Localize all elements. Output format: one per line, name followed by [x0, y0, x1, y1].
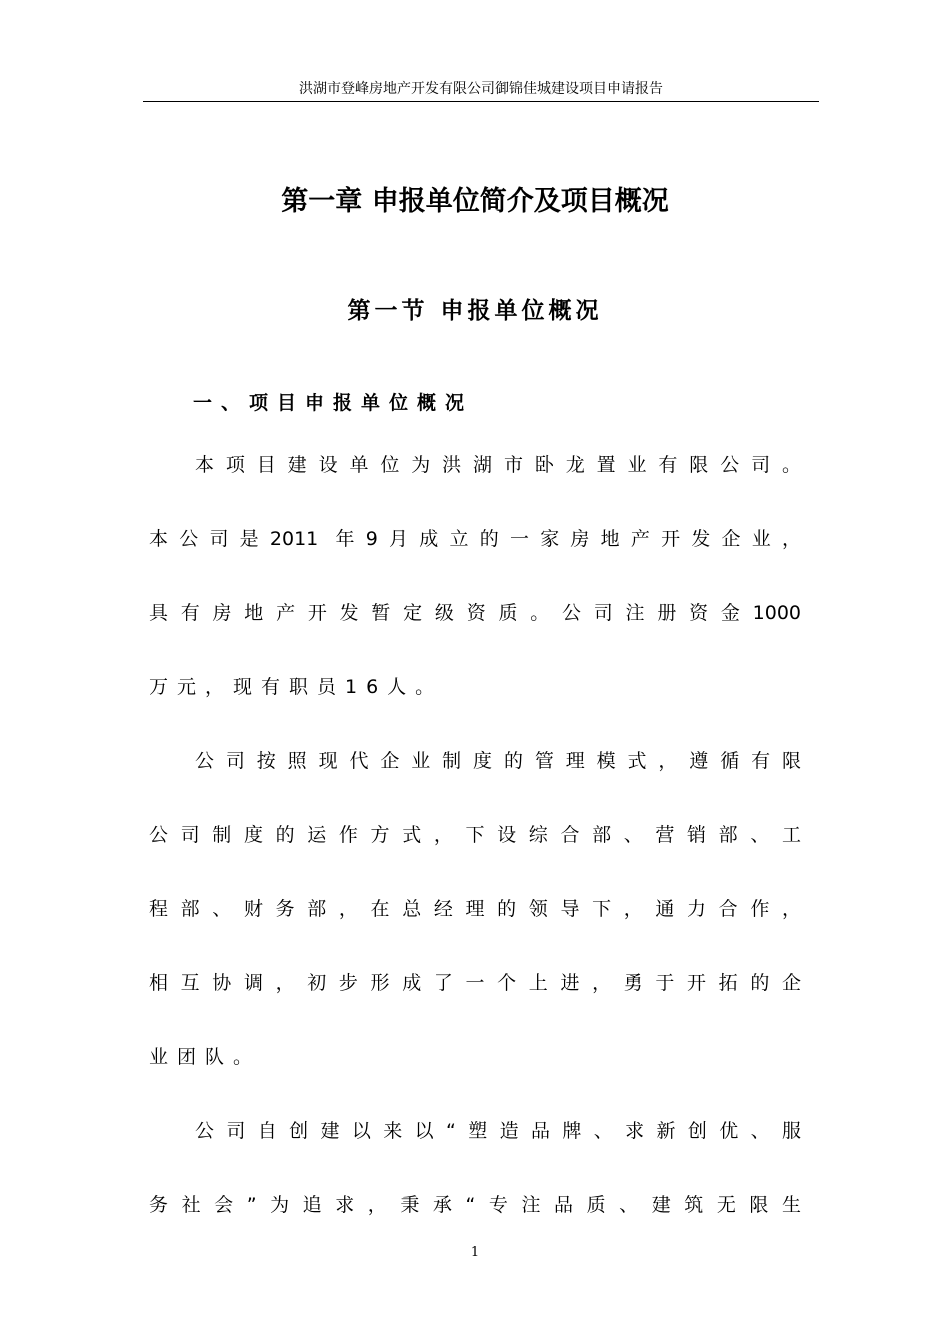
paragraph-1	[149, 428, 801, 724]
paragraph-line: 公司按照现代企业制度的管理模式，遵循有限	[195, 750, 801, 772]
running-header: 洪湖市登峰房地产开发有限公司御锦佳城建设项目申请报告	[299, 81, 663, 97]
subsection-title: 一、项目申报单位概况	[193, 392, 474, 414]
chapter-title: 第一章 申报单位简介及项目概况	[281, 186, 669, 217]
paragraph-line: 本项目建设单位为洪湖市卧龙置业有限公司。	[195, 454, 801, 476]
paragraph-line: 公司制度的运作方式，下设综合部、营销部、工	[149, 824, 801, 846]
section-title: 第一节 申报单位概况	[347, 298, 603, 324]
paragraph-line: 务社会”为追求，秉承“专注品质、建筑无限生	[149, 1194, 801, 1216]
page-number: 1	[470, 1245, 480, 1260]
paragraph-line: 公司自创建以来以“塑造品牌、求新创优、服	[195, 1120, 801, 1142]
paragraph-line: 业团队。	[149, 1046, 262, 1068]
paragraph-3	[149, 1094, 801, 1242]
paragraph-line: 具有房地产开发暂定级资质。公司注册资金1000	[149, 602, 801, 624]
paragraph-line: 程部、财务部，在总经理的领导下，通力合作，	[149, 898, 801, 920]
paragraph-line: 相互协调，初步形成了一个上进，勇于开拓的企	[149, 972, 801, 994]
paragraph-line: 本公司是2011 年9月成立的一家房地产开发企业，	[149, 528, 801, 550]
paragraph-line: 万元，现有职员16人。	[149, 676, 444, 698]
paragraph-2	[149, 724, 801, 1094]
header-rule	[143, 101, 819, 102]
